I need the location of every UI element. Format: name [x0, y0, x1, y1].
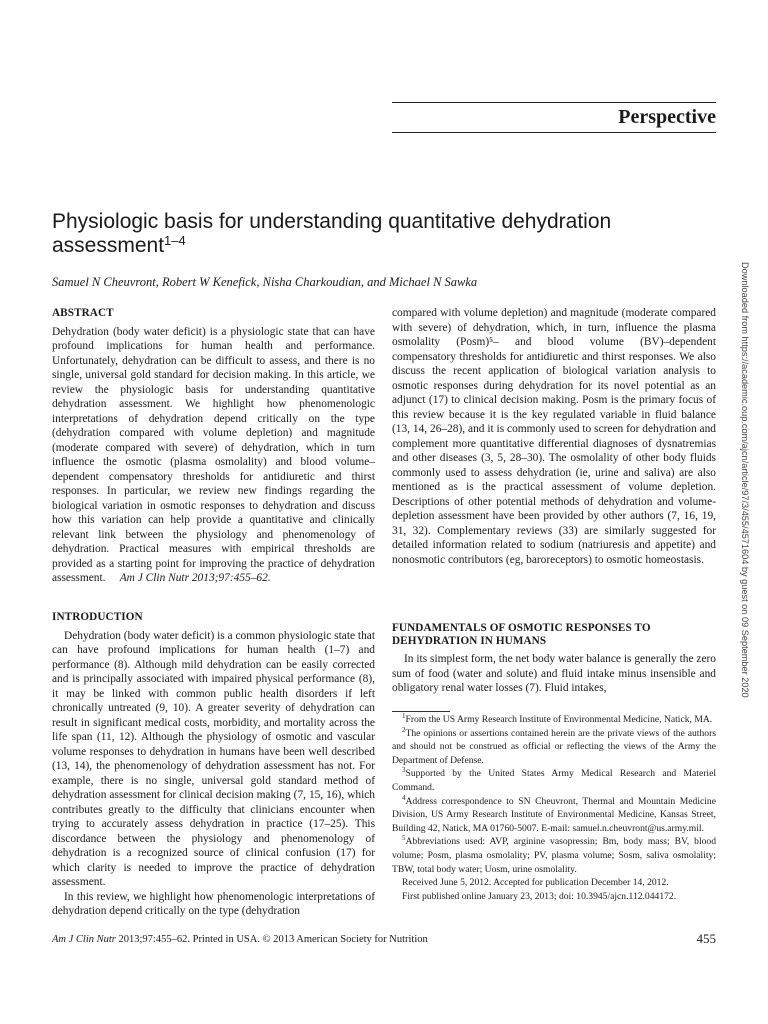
footer-journal-info — [52, 934, 428, 945]
footnote-2-text: The opinions or assertions contained herein are the private views of the authors and should not be construed as official or reflecting the views of the Army the Department of Defense. — [392, 727, 716, 766]
footnote-5-mark: 5 — [402, 834, 406, 843]
header-bottom-rule — [392, 132, 716, 133]
introduction-heading: INTRODUCTION — [52, 611, 143, 623]
title-footnote-marks: 1–4 — [164, 233, 186, 248]
abstract-body — [52, 325, 375, 586]
abstract-text: Dehydration (body water deficit) is a physiologic state that can have profound implications for human health and performance. Unfortunately, dehydration can be difficult to assess, and there is no single, universal gold standard for decision making. In this article, we review the physiologic basis for understanding quantitative dehydration assessment. We highlight how phenomenologic interpretations of dehydration depend critically on the type (dehydration compared with volume depletion) and magnitude (moderate compared with severe) of dehydration, which in turn influence the osmotic (plasma osmolality) and blood volume–dependent compensatory thresholds for antidiuretic and thirst responses. In particular, we review new findings regarding the biological variation in osmotic responses to dehydration and discuss how this variation can help provide a quantitative and clinically relevant link between the physiology and phenomenology of dehydration. Practical measures with empirical thresholds are provided as a starting point for improving the practice of dehydration assessment. — [52, 325, 375, 584]
article-title-text: Physiologic basis for understanding quantitative dehydration assessment — [52, 210, 612, 257]
download-stamp: Downloaded from https://academic.oup.com/ajcn/article/97/3/455/4571604 by guest on 09 September 2020 — [740, 262, 750, 698]
fundamentals-heading — [392, 622, 716, 648]
abstract-heading: ABSTRACT — [52, 307, 114, 319]
footnote-4-mark: 4 — [402, 793, 406, 802]
introduction-section — [52, 610, 375, 919]
fundamentals-paragraph-1: In its simplest form, the net body water balance is generally the zero sum of food (water and solute) and fluid intake minus insensible and obligatory renal water losses (7). Fluid intakes, — [392, 653, 716, 694]
page-number: 455 — [696, 931, 716, 946]
footnote-3-mark: 3 — [402, 766, 406, 775]
footer-journal-details: 2013;97:455–62. Printed in USA. © 2013 American Society for Nutrition — [118, 934, 428, 945]
footnote-1 — [392, 713, 716, 727]
footnote-2 — [392, 727, 716, 768]
fundamentals-heading-line-1: FUNDAMENTALS OF OSMOTIC RESPONSES TO — [392, 622, 651, 634]
introduction-paragraph-1: Dehydration (body water deficit) is a common physiologic state that can have profound implications for human health (1–7) and performance (8). Although mild dehydration can be easily corrected and is principally associated with impaired physical performance (8), it may be linked with common public health disorders if left chronically untreated (9, 10). A greater severity of dehydration can result in significant medical costs, morbidity, and mortality across the life span (11, 12). Although the physiology of osmotic and vascular volume responses to dehydration in humans have been well described (13, 14), the phenomenology of dehydration assessment has not. For example, there is no single, universal gold standard method of dehydration assessment for clinical decision making (7, 15, 16), which contributes greatly to the difficulty that clinicians encounter when trying to accurately assess dehydration in practice (17–25). This discordance between the physiology and phenomenology of dehydration is a recognized source of clinical confusion (17) for which clarity is needed to improve the practice of dehydration assessment. — [52, 629, 375, 888]
footnote-4 — [392, 795, 716, 836]
received-dates: Received June 5, 2012. Accepted for publication December 14, 2012. — [402, 877, 669, 889]
footnote-1-mark: 1 — [402, 711, 406, 720]
abstract-citation: Am J Clin Nutr 2013;97:455–62. — [119, 572, 271, 584]
author-list: Samuel N Cheuvront, Robert W Kenefick, Nisha Charkoudian, and Michael N Sawka — [52, 275, 478, 289]
footer-journal-name: Am J Clin Nutr — [52, 934, 116, 945]
footnote-5-text: Abbreviations used: AVP, arginine vasopressin; Bm, body mass; BV, blood volume; Posm, plasma osmolality; PV, plasma volume; Sosm, saliva osmolality; TBW, total body water; Uosm, urine osmolality. — [392, 836, 716, 875]
right-column-continuation — [392, 306, 716, 567]
fundamentals-heading-line-2: DEHYDRATION IN HUMANS — [392, 635, 547, 647]
footnote-1-text: From the US Army Research Institute of Environmental Medicine, Natick, MA. — [405, 714, 713, 725]
footnote-rule — [392, 711, 450, 712]
footnote-5 — [392, 835, 716, 876]
footnotes — [392, 713, 716, 903]
footnote-3-text: Supported by the United States Army Medical Research and Materiel Command. — [392, 768, 716, 793]
footnote-2-mark: 2 — [402, 725, 406, 734]
article-title — [52, 210, 692, 258]
fundamentals-section — [392, 622, 716, 696]
header-top-rule — [392, 102, 716, 103]
section-label: Perspective — [618, 106, 716, 128]
continuation-paragraph: compared with volume depletion) and magnitude (moderate compared with severe) of dehydration, which, in turn, influence the plasma osmolality (Posm)⁵– and blood volume (BV)–dependent compensatory thresholds for antidiuretic and thirst responses. We also discuss the recent application of biological variation analysis to osmotic responses during dehydration for its novel potential as an adjunct (17) to clinical decision making. Posm is the primary focus of this review because it is the key regulated variable in fluid balance (13, 14, 26–28), and it is commonly used to screen for dehydration and complement more quantitative differential diagnoses of dysnatremias and other diseases (3, 5, 28–30). The osmolality of other body fluids commonly used to assess dehydration (ie, urine and saliva) are also mentioned as is the practical assessment of volume depletion. Descriptions of other potential methods of dehydration and volume-depletion assessment have been provided by other authors (7, 16, 19, 31, 32). Complementary reviews (33) are similarly suggested for detailed information related to sodium (natriuresis and appetite) and nonosmotic contributors (eg, baroreceptors) to osmotic homeostasis. — [392, 307, 716, 566]
footnote-4-text: Address correspondence to SN Cheuvront, Thermal and Mountain Medicine Division, US Army Research Institute of Environmental Medicine, Kansas Street, Building 42, Natick, MA 01760-5007. E-mail: samuel.n.cheuvront@us.army.mil. — [392, 795, 716, 834]
introduction-paragraph-2: In this review, we highlight how phenomenologic interpretations of dehydration depend critically on the type (dehydration — [52, 890, 375, 917]
abstract-section — [52, 306, 375, 586]
footnote-3 — [392, 767, 716, 794]
publication-info: First published online January 23, 2013; doi: 10.3945/ajcn.112.044172. — [402, 890, 677, 902]
